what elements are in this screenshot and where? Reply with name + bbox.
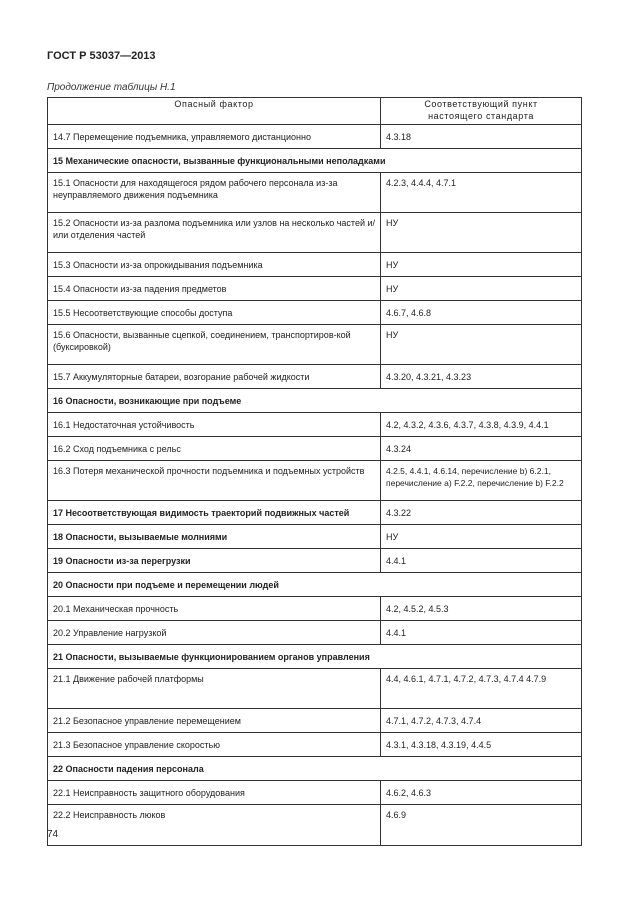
factor-cell: 22.1 Неисправность защитного оборудования [48,781,381,805]
reference-cell: НУ [381,213,582,253]
factor-cell: 16.3 Потеря механической прочности подъемника и подъемных устройств [48,461,381,501]
table-row [48,669,582,709]
reference-cell: 4.2.3, 4.4.4, 4.7.1 [381,173,582,213]
reference-cell: 4.4.1 [381,549,582,573]
factor-cell: 15.6 Опасности, вызванные сцепкой, соединением, транспортиров-кой (буксировкой) [48,325,381,365]
reference-cell: 4.3.20, 4.3.21, 4.3.23 [381,365,582,389]
col-header-factor: Опасный фактор [48,98,381,125]
table-row [48,501,582,525]
reference-cell: 4.2, 4.3.2, 4.3.6, 4.3.7, 4.3.8, 4.3.9, 4.4.1 [381,413,582,437]
section-row [48,389,582,413]
factor-cell: 21.1 Движение рабочей платформы [48,669,381,709]
factor-cell: 15.5 Несоответствующие способы доступа [48,301,381,325]
reference-cell: 4.3.18 [381,125,582,149]
factor-cell: 22.2 Неисправность люков [48,805,381,846]
reference-cell: НУ [381,253,582,277]
table-row [48,277,582,301]
col-header-reference-line1: Соответствующий пункт [424,99,538,109]
reference-cell: 4.2.5, 4.4.1, 4.6.14, перечисление b) 6.2.1, перечисление a) F.2.2, перечисление b) F.2.2 [381,461,582,501]
reference-cell: 4.3.24 [381,437,582,461]
reference-cell: 4.3.1, 4.3.18, 4.3.19, 4.4.5 [381,733,582,757]
factor-cell: 17 Несоответствующая видимость траекторий подвижных частей [48,501,381,525]
reference-cell: 4.3.22 [381,501,582,525]
table-row [48,805,582,846]
table-row [48,733,582,757]
table-row [48,437,582,461]
table-row [48,461,582,501]
factor-cell: 15.7 Аккумуляторные батареи, возгорание рабочей жидкости [48,365,381,389]
reference-cell: 4.6.9 [381,805,582,846]
table-row [48,413,582,437]
factor-cell: 15.4 Опасности из-за падения предметов [48,277,381,301]
section-title: 20 Опасности при подъеме и перемещении людей [48,573,582,597]
reference-cell: 4.4.1 [381,621,582,645]
factor-cell: 16.2 Сход подъемника с рельс [48,437,381,461]
factor-cell: 14.7 Перемещение подъемника, управляемого дистанционно [48,125,381,149]
factor-cell: 15.1 Опасности для находящегося рядом рабочего персонала из-за неуправляемого движения подъемника [48,173,381,213]
factor-cell: 19 Опасности из-за перегрузки [48,549,381,573]
table-row [48,325,582,365]
table-caption: Продолжение таблицы Н.1 [47,82,176,93]
table-row [48,301,582,325]
page-number: 74 [47,829,59,840]
reference-cell: НУ [381,277,582,301]
reference-cell: 4.4, 4.6.1, 4.7.1, 4.7.2, 4.7.3, 4.7.4 4.7.9 [381,669,582,709]
section-row [48,757,582,781]
factor-cell: 21.3 Безопасное управление скоростью [48,733,381,757]
factor-cell: 18 Опасности, вызываемые молниями [48,525,381,549]
factor-cell: 21.2 Безопасное управление перемещением [48,709,381,733]
table-row [48,253,582,277]
factor-cell: 15.3 Опасности из-за опрокидывания подъемника [48,253,381,277]
document-title: ГОСТ Р 53037—2013 [47,50,156,62]
factor-cell: 15.2 Опасности из-за разлома подъемника или узлов на несколько частей и/или отделения частей [48,213,381,253]
table-row [48,365,582,389]
section-row [48,149,582,173]
section-title: 22 Опасности падения персонала [48,757,582,781]
table-row [48,709,582,733]
reference-cell: 4.6.7, 4.6.8 [381,301,582,325]
section-title: 15 Механические опасности, вызванные функциональными неполадками [48,149,582,173]
reference-cell: 4.6.2, 4.6.3 [381,781,582,805]
section-title: 21 Опасности, вызываемые функционированием органов управления [48,645,582,669]
table-row [48,549,582,573]
factor-cell: 16.1 Недостаточная устойчивость [48,413,381,437]
hazard-table [47,97,582,846]
table-row [48,125,582,149]
reference-cell: НУ [381,325,582,365]
section-row [48,645,582,669]
col-header-reference-line2: настоящего стандарта [428,111,534,121]
section-row [48,573,582,597]
factor-cell: 20.2 Управление нагрузкой [48,621,381,645]
table-row [48,525,582,549]
reference-cell: 4.7.1, 4.7.2, 4.7.3, 4.7.4 [381,709,582,733]
table-row [48,621,582,645]
col-header-reference [381,98,582,125]
factor-cell: 20.1 Механическая прочность [48,597,381,621]
section-title: 16 Опасности, возникающие при подъеме [48,389,582,413]
table-header-row [48,98,582,125]
table-row [48,781,582,805]
table-row [48,173,582,213]
table-row [48,597,582,621]
table-row [48,213,582,253]
reference-cell: 4.2, 4.5.2, 4.5.3 [381,597,582,621]
reference-cell: НУ [381,525,582,549]
